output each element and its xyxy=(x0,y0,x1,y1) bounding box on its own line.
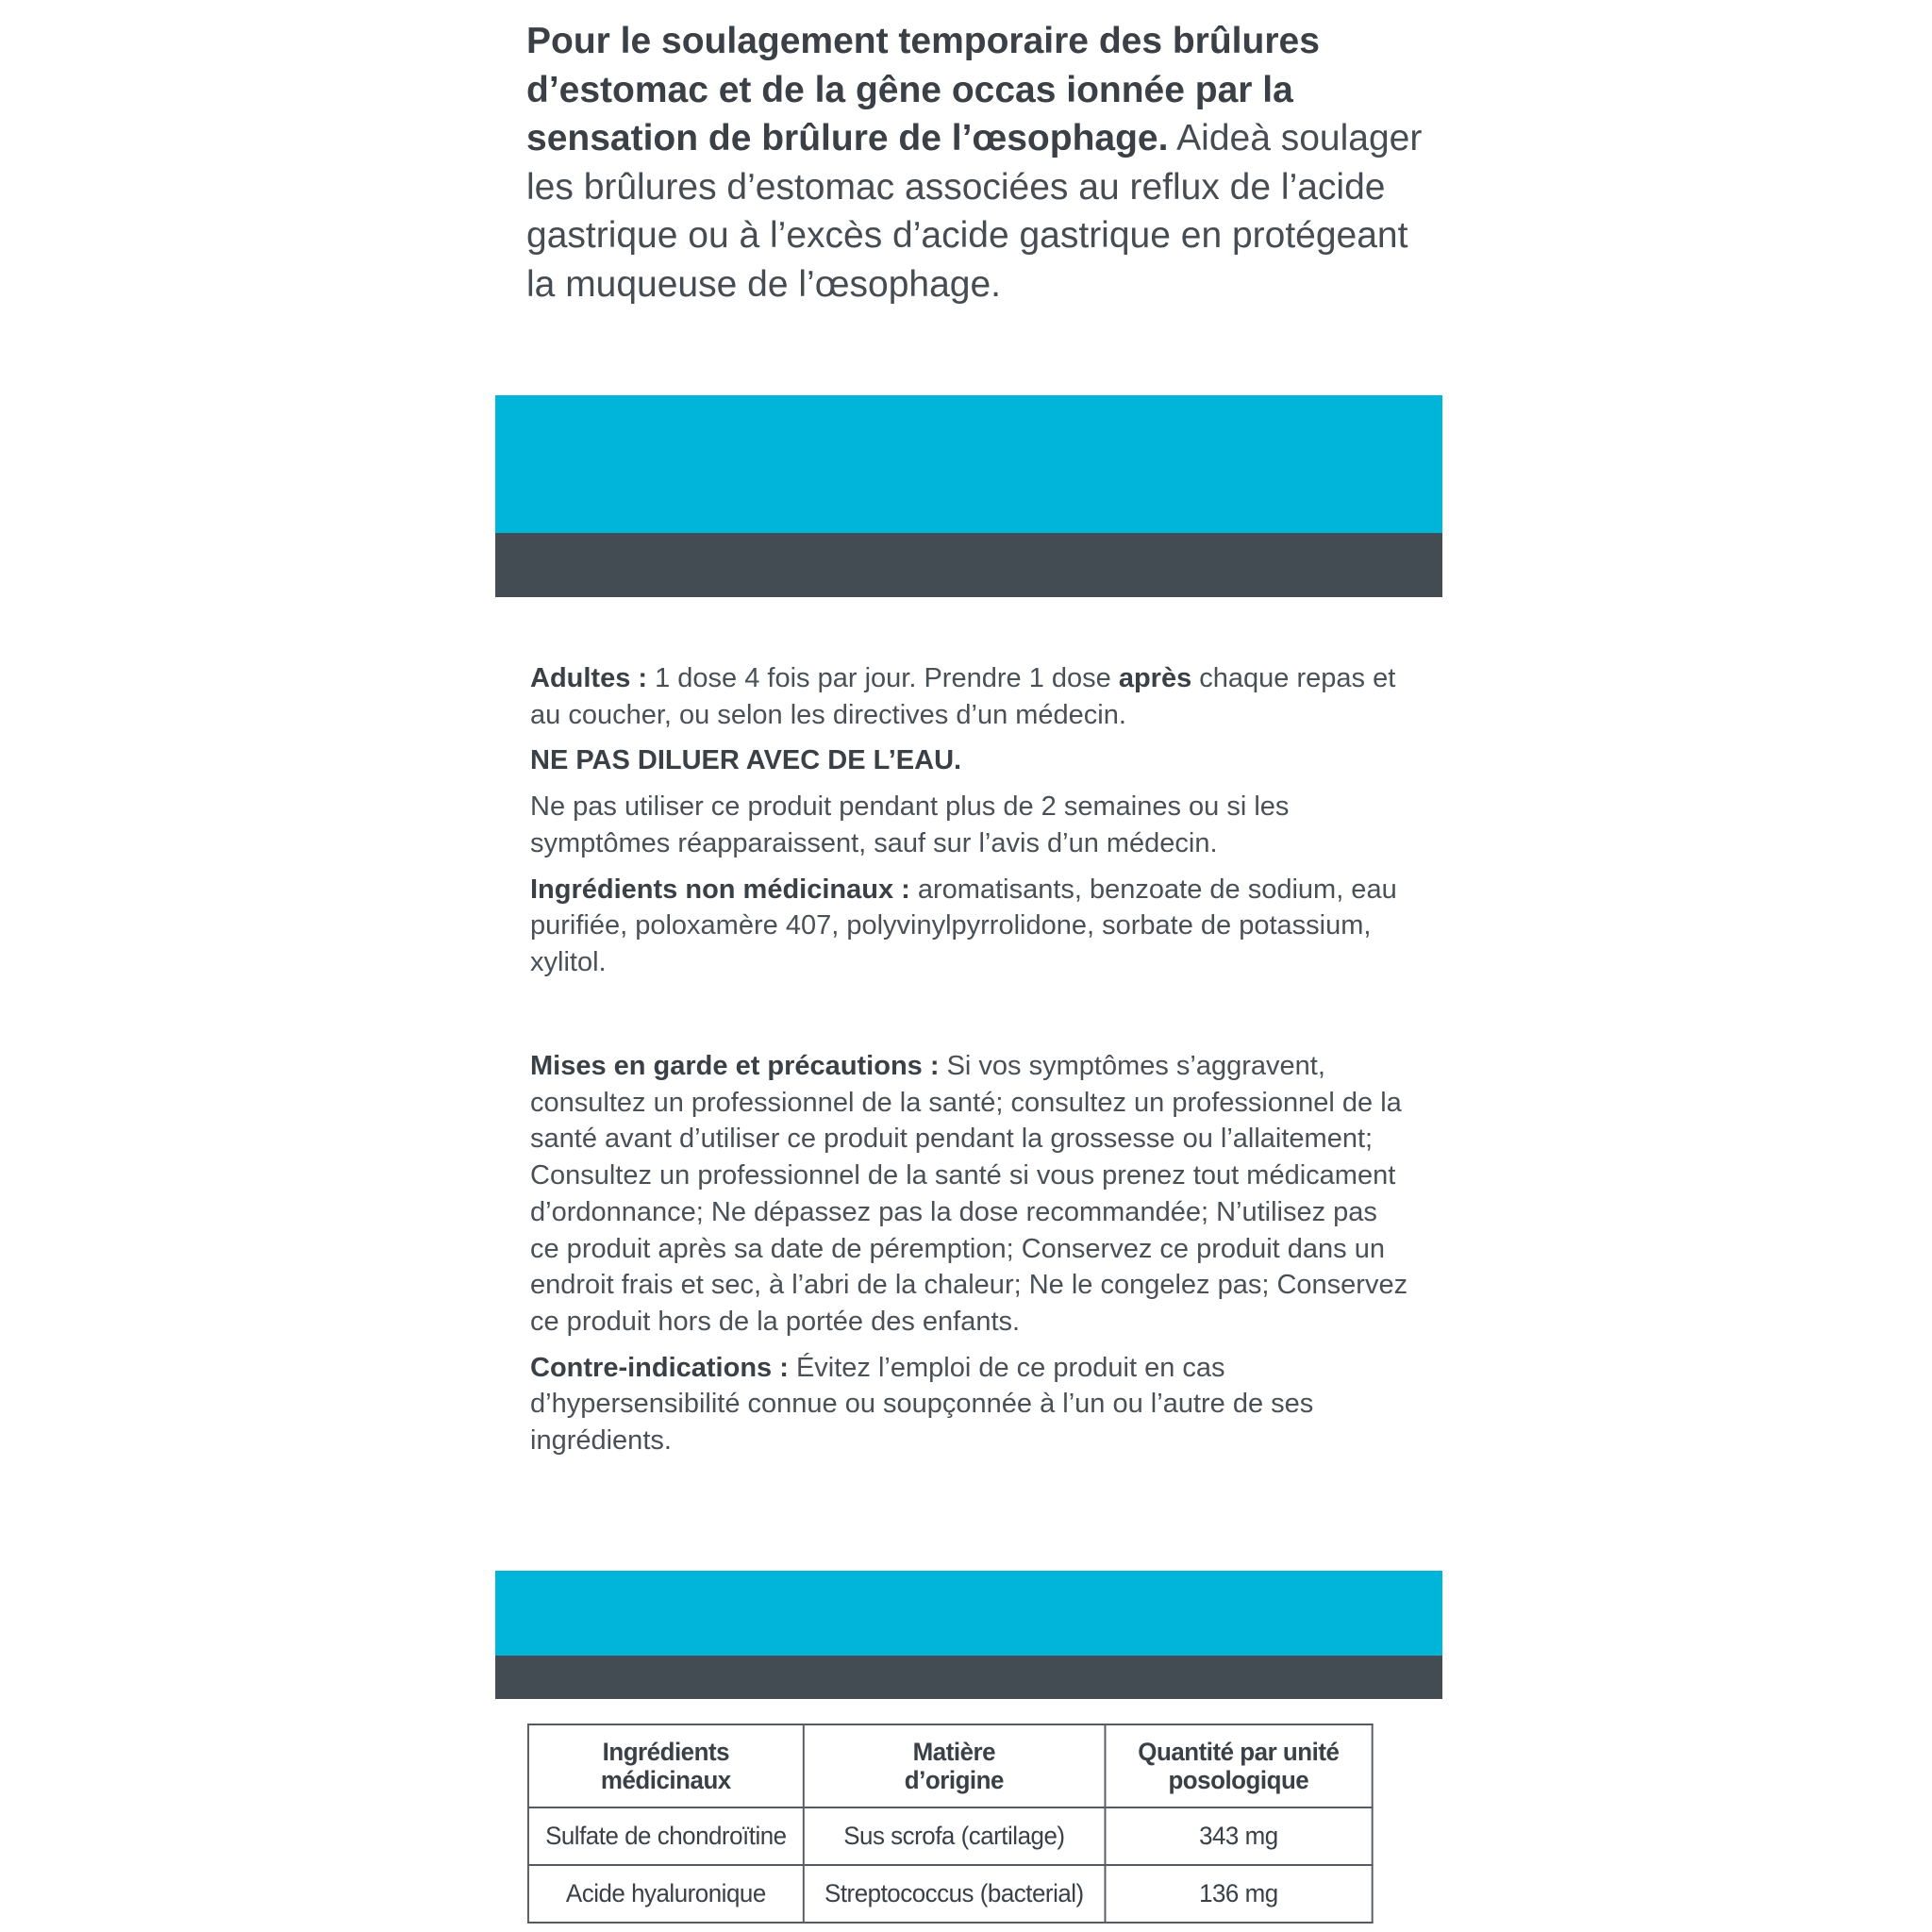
intro-paragraph xyxy=(526,17,1432,308)
warnings-label: Mises en garde et précautions : xyxy=(530,1051,940,1081)
header-quantity-line1: Quantité par unité xyxy=(1138,1738,1340,1766)
intro-body-text: Aideà soulager les brûlures d’estomac associées au reflux de l’acide gastrique ou à l’excès d’acide gastrique en protégeant la muqueuse de l’œsophage. xyxy=(526,118,1423,305)
table-cell: 343 mg xyxy=(1105,1807,1373,1865)
section-band-top xyxy=(495,395,1442,597)
header-ingredients-line1: Ingrédients xyxy=(602,1738,730,1766)
no-dilute-warning xyxy=(530,742,1412,779)
adults-text-2: chaque repas et au coucher, ou selon les directives d’un médecin. xyxy=(530,663,1396,730)
header-quantity-line2: posologique xyxy=(1168,1766,1309,1794)
table-cell: Sulfate de chondroïtine xyxy=(528,1807,804,1865)
adults-emphasis: après xyxy=(1118,663,1192,693)
table-row xyxy=(528,1807,1373,1865)
non-med-label: Ingrédients non médicinaux : xyxy=(530,874,910,905)
table-header-row xyxy=(528,1724,1373,1807)
intro-lead-text: Pour le soulagement temporaire des brûlures d’estomac et de la gêne occas ionnée par la sensation de brûlure de l’œsophage. xyxy=(526,21,1320,158)
non-medicinal-ingredients xyxy=(530,872,1412,981)
header-source xyxy=(804,1724,1105,1807)
non-med-text: aromatisants, benzoate de sodium, eau purifiée, poloxamère 407, polyvinylpyrrolidone, sorbate de potassium, xylitol. xyxy=(530,874,1397,977)
header-ingredients xyxy=(528,1724,804,1807)
warnings-section xyxy=(530,1048,1412,1469)
table-cell: 136 mg xyxy=(1105,1865,1373,1923)
header-quantity xyxy=(1105,1724,1373,1807)
adults-dosage xyxy=(530,660,1412,733)
warnings-text: Si vos symptômes s’aggravent, consultez un professionnel de la santé; consultez un professionnel de la santé avant d’utiliser ce produit pendant la grossesse ou l’allaitement; Consultez un professionnel de la santé si vous prenez tout médicament d’ordonnance; Ne dépassez pas la dose recommandée; N’utilisez pas ce produit après sa date de péremption; Conservez ce produit dans un endroit frais et sec, à l’abri de la chaleur; Ne le congelez pas; Conservez ce produit hors de la portée des enfants. xyxy=(530,1051,1408,1337)
table-row xyxy=(528,1865,1373,1923)
table-cell: Acide hyaluronique xyxy=(528,1865,804,1923)
no-dilute-text: NE PAS DILUER AVEC DE L’EAU. xyxy=(530,745,962,776)
duration-note: Ne pas utiliser ce produit pendant plus de 2 semaines ou si les symptômes réapparaissent, sauf sur l’avis d’un médecin. xyxy=(530,791,1290,858)
contra-text: Évitez l’emploi de ce produit en cas d’hypersensibilité connue ou soupçonnée à l’un ou l’autre de ses ingrédients. xyxy=(530,1352,1314,1457)
header-ingredients-line2: médicinaux xyxy=(600,1766,731,1794)
table-cell: Sus scrofa (cartilage) xyxy=(804,1807,1105,1865)
contraindications-paragraph xyxy=(530,1350,1412,1459)
table-cell: Streptococcus (bacterial) xyxy=(804,1865,1105,1923)
section-band-bottom xyxy=(495,1571,1442,1699)
directions-section xyxy=(530,660,1412,991)
medicinal-ingredients-table xyxy=(527,1724,1374,1924)
warnings-paragraph xyxy=(530,1048,1412,1341)
section-band-blue xyxy=(495,395,1442,533)
header-source-line1: Matière xyxy=(912,1738,996,1766)
section-band-dark xyxy=(495,533,1442,597)
section-band-blue xyxy=(495,1571,1442,1656)
section-band-dark xyxy=(495,1656,1442,1699)
contra-label: Contre-indications : xyxy=(530,1352,789,1383)
adults-label: Adultes : xyxy=(530,663,648,693)
header-source-line2: d’origine xyxy=(904,1766,1004,1794)
adults-text-1: 1 dose 4 fois par jour. Prendre 1 dose xyxy=(647,663,1119,693)
